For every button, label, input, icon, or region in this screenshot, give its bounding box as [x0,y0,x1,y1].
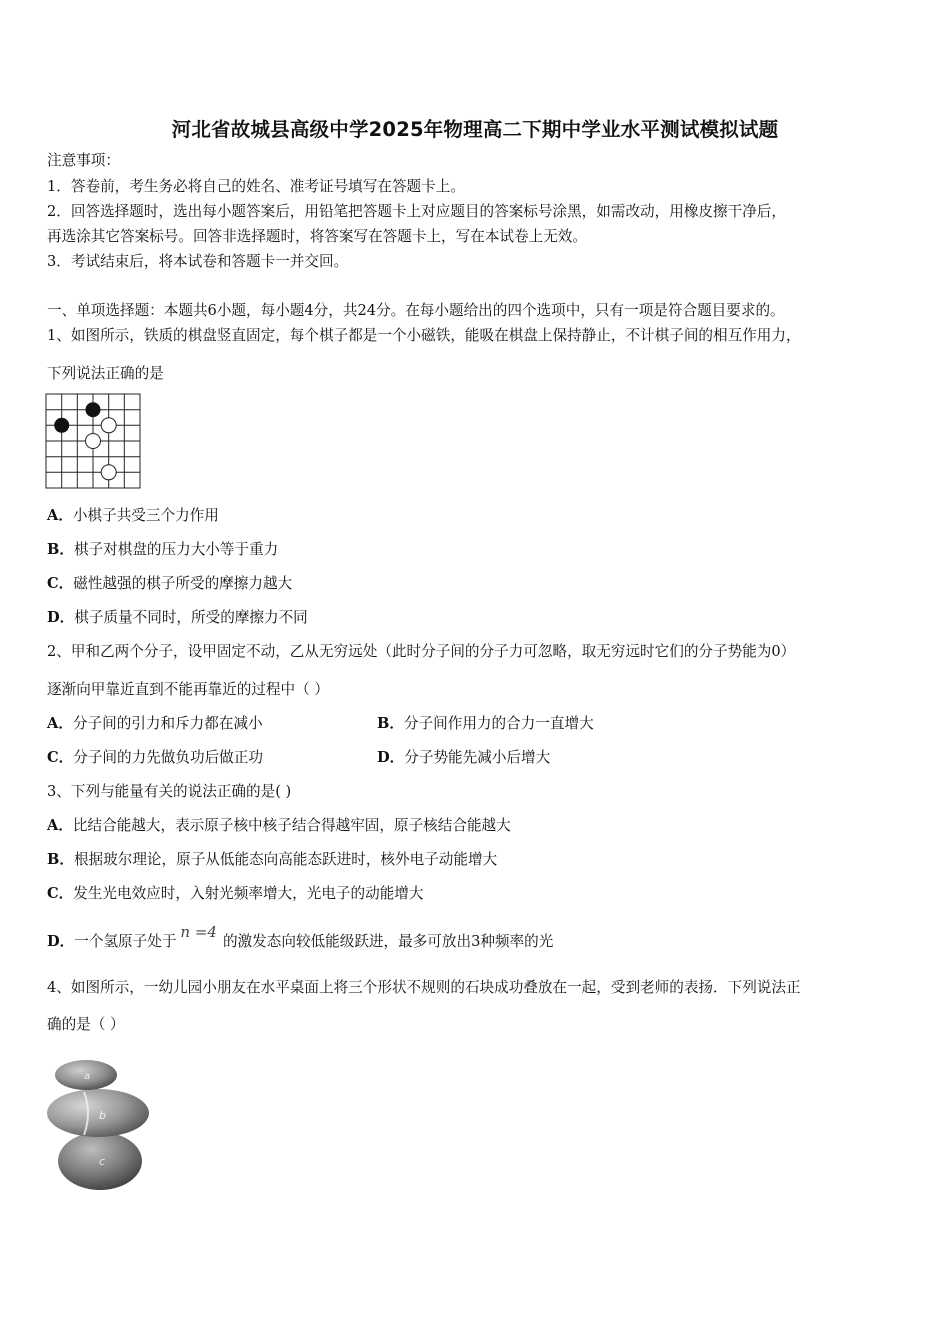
question-1-option-a: A．小棋子共受三个力作用 [47,507,219,524]
black-piece [54,418,69,433]
notice-item: 3．考试结束后，将本试卷和答题卡一并交回。 [47,253,349,270]
white-piece [86,434,101,449]
question-1-stem: 1、如图所示，铁质的棋盘竖直固定，每个棋子都是一个小磁铁，能吸在棋盘上保持静止，不计棋子间的相互作用力， [47,327,801,344]
question-2-option-c: C．分子间的力先做负功后做正功 [47,749,263,766]
question-2-stem-cont: 逐渐向甲靠近直到不能再靠近的过程中（ ） [47,681,329,698]
question-1-option-d: D．棋子质量不同时，所受的摩擦力不同 [47,609,308,626]
question-1-option-c: C．磁性越强的棋子所受的摩擦力越大 [47,575,293,592]
notice-item: 再选涂其它答案标号。回答非选择题时，将答案写在答题卡上，写在本试卷上无效。 [47,228,587,245]
stone-label-a: a [84,1071,91,1082]
question-3-option-b: B．根据玻尔理论，原子从低能态向高能态跃进时，核外电子动能增大 [47,851,498,868]
question-3-stem: 3、下列与能量有关的说法正确的是( ) [47,783,292,800]
stacked-stones-figure [44,1055,154,1195]
notice-heading: 注意事项： [47,152,120,169]
stone-label-b: b [99,1109,106,1122]
stone-label-c: c [99,1155,106,1168]
chessboard-figure [45,393,143,491]
question-2-stem: 2、甲和乙两个分子，设甲固定不动，乙从无穷远处（此时分子间的分子力可忽略，取无穷远时它们的分子势能为0） [47,643,796,660]
notice-item: 2．回答选择题时，选出每小题答案后，用铅笔把答题卡上对应题目的答案标号涂黑，如需改动，用橡皮擦干净后， [47,203,786,220]
white-piece [101,465,116,480]
question-1-stem-cont: 下列说法正确的是 [47,365,164,382]
notice-item: 1．答卷前，考生务必将自己的姓名、准考证号填写在答题卡上。 [47,178,465,195]
question-3-option-a: A．比结合能越大，表示原子核中核子结合得越牢固，原子核结合能越大 [47,817,511,834]
black-piece [86,402,101,417]
question-3-option-d: D．一个氢原子处于n =4的激发态向较低能级跃进，最多可放出3种频率的光 [47,923,554,950]
question-4-stem-cont: 确的是（ ） [47,1016,125,1033]
question-2-option-d: D．分子势能先减小后增大 [377,749,551,766]
question-2-option-b: B．分子间作用力的合力一直增大 [377,715,594,732]
stone-b [47,1089,149,1137]
question-2-option-a: A．分子间的引力和斥力都在减小 [47,715,263,732]
question-3-option-c: C．发生光电效应时，入射光频率增大，光电子的动能增大 [47,885,424,902]
section-heading: 一、单项选择题：本题共6小题，每小题4分，共24分。在每小题给出的四个选项中，只有一项是符合题目要求的。 [47,302,785,319]
question-1-option-b: B．棋子对棋盘的压力大小等于重力 [47,541,279,558]
page-title: 河北省故城县高级中学2025年物理高二下期中学业水平测试模拟试题 [171,118,779,141]
white-piece [101,418,116,433]
question-4-stem: 4、如图所示，一幼儿园小朋友在水平桌面上将三个形状不规则的石块成功叠放在一起，受到老师的表扬．下列说法正 [47,979,801,996]
math-n-equals-4: n =4 [180,923,217,941]
